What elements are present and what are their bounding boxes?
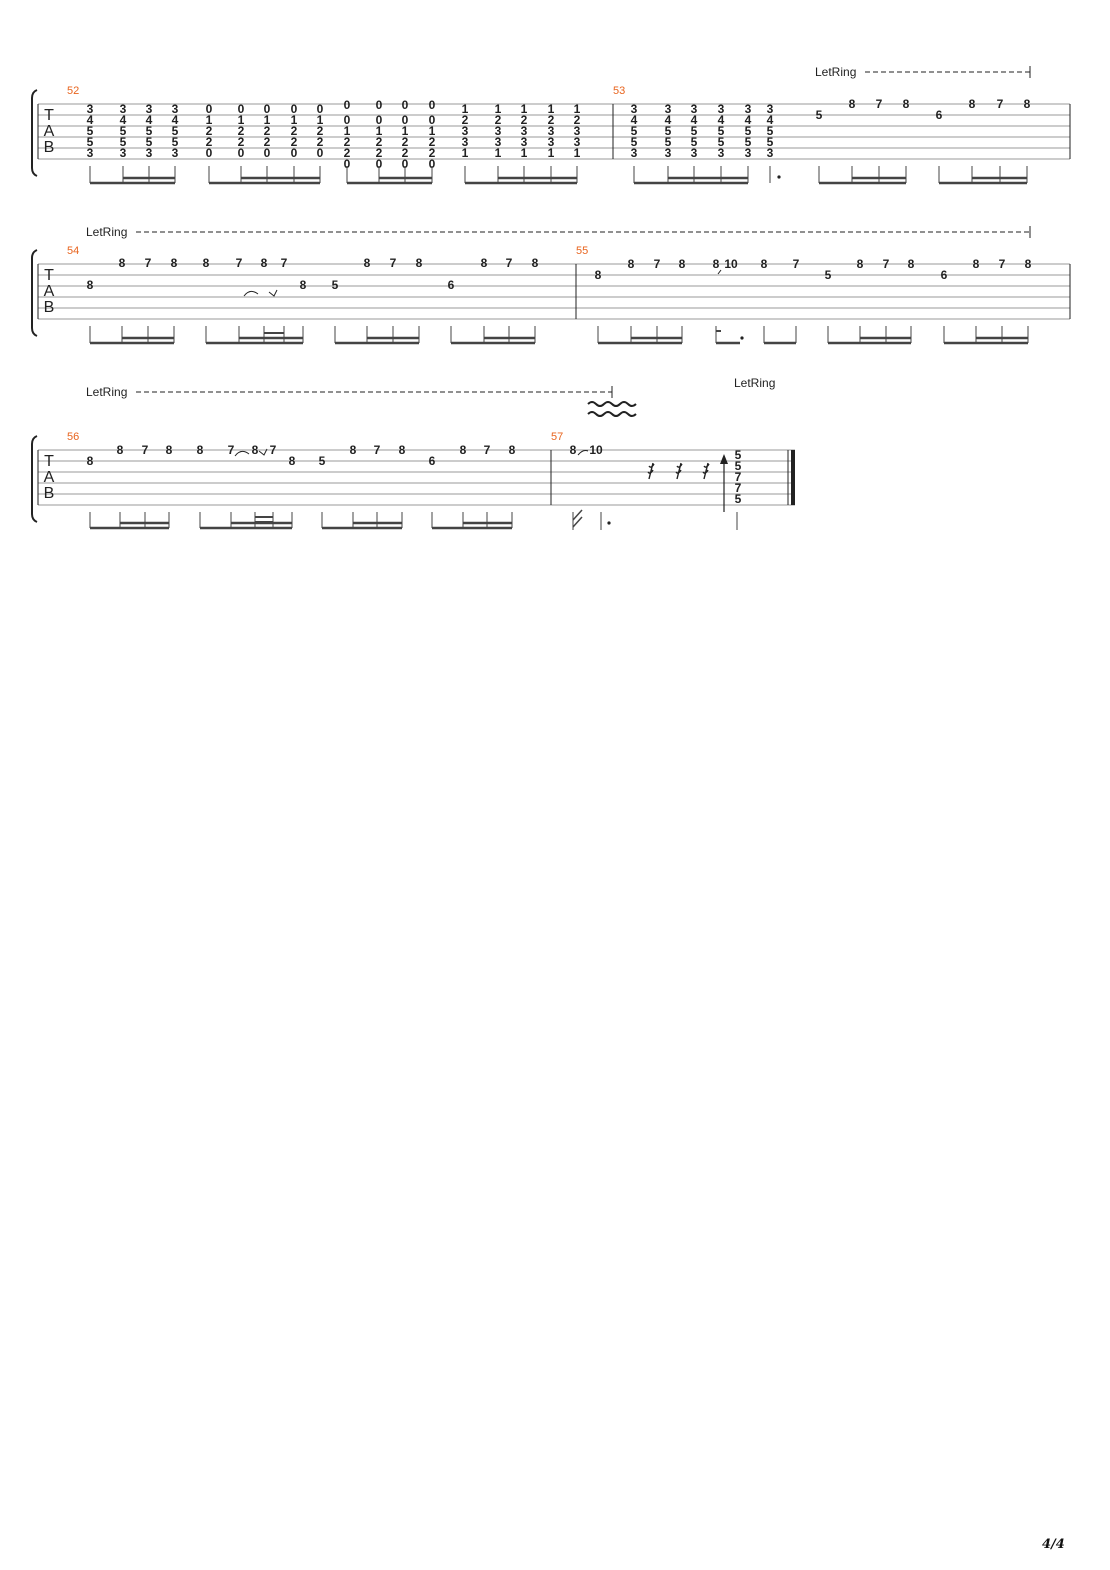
chord-fret: 3 bbox=[664, 146, 672, 160]
staff-bracket bbox=[32, 90, 37, 176]
chord-fret: 5 bbox=[86, 124, 94, 138]
chord-fret: 1 bbox=[290, 113, 298, 127]
chord-fret: 1 bbox=[237, 113, 245, 127]
note-fret: 8 bbox=[415, 256, 423, 270]
chord-fret: 3 bbox=[494, 124, 502, 138]
note-fret: 7 bbox=[483, 443, 491, 457]
tab-clef-letter: A bbox=[43, 469, 55, 486]
chord-fret: 4 bbox=[766, 113, 774, 127]
note-fret: 5 bbox=[824, 268, 832, 282]
chord-fret: 5 bbox=[630, 124, 638, 138]
note-fret: 8 bbox=[569, 443, 577, 457]
chord-fret: 4 bbox=[86, 113, 94, 127]
measure-number: 57 bbox=[551, 431, 564, 443]
note-fret: 8 bbox=[1024, 257, 1032, 271]
rest-symbol bbox=[703, 463, 709, 479]
chord-fret: 3 bbox=[766, 146, 774, 160]
chord-fret: 0 bbox=[428, 98, 436, 112]
tab-clef-letter: B bbox=[43, 139, 55, 156]
chord-fret: 5 bbox=[717, 124, 725, 138]
chord-fret: 2 bbox=[520, 113, 528, 127]
note-fret: 7 bbox=[875, 97, 883, 111]
chord-fret: 2 bbox=[428, 135, 436, 149]
chord-fret: 3 bbox=[145, 146, 153, 160]
chord-fret: 0 bbox=[237, 102, 245, 116]
chord-fret: 3 bbox=[690, 146, 698, 160]
chord-fret: 3 bbox=[494, 135, 502, 149]
chord-fret: 0 bbox=[290, 146, 298, 160]
note-fret: 8 bbox=[480, 256, 488, 270]
chord-fret: 3 bbox=[573, 124, 581, 138]
note-fret: 8 bbox=[363, 256, 371, 270]
chord-fret: 3 bbox=[145, 102, 153, 116]
chord-fret: 5 bbox=[171, 135, 179, 149]
chord-fret: 0 bbox=[290, 102, 298, 116]
note-fret: 8 bbox=[196, 443, 204, 457]
note-fret: 8 bbox=[972, 257, 980, 271]
measure-number: 56 bbox=[67, 431, 80, 443]
chord-fret: 5 bbox=[734, 448, 742, 462]
chord-fret: 5 bbox=[734, 492, 742, 506]
chord-fret: 5 bbox=[664, 124, 672, 138]
chord-fret: 0 bbox=[316, 102, 324, 116]
chord-fret: 1 bbox=[520, 146, 528, 160]
chord-fret: 5 bbox=[145, 135, 153, 149]
note-fret: 5 bbox=[815, 108, 823, 122]
chord-fret: 4 bbox=[690, 113, 698, 127]
chord-fret: 3 bbox=[461, 124, 469, 138]
chord-fret: 0 bbox=[263, 102, 271, 116]
chord-fret: 2 bbox=[401, 135, 409, 149]
chord-fret: 3 bbox=[630, 146, 638, 160]
note-fret: 8 bbox=[968, 97, 976, 111]
note-fret: 7 bbox=[269, 443, 277, 457]
note-fret: 8 bbox=[165, 443, 173, 457]
chord-fret: 0 bbox=[401, 113, 409, 127]
chord-fret: 1 bbox=[461, 146, 469, 160]
chord-fret: 3 bbox=[573, 135, 581, 149]
chord-fret: 5 bbox=[86, 135, 94, 149]
chord-fret: 4 bbox=[171, 113, 179, 127]
note-fret: 8 bbox=[260, 256, 268, 270]
chord-fret: 3 bbox=[717, 102, 725, 116]
note-fret: 7 bbox=[280, 256, 288, 270]
chord-fret: 5 bbox=[630, 135, 638, 149]
note-fret: 8 bbox=[678, 257, 686, 271]
note-fret: 8 bbox=[251, 443, 259, 457]
note-fret: 7 bbox=[653, 257, 661, 271]
tab-clef-letter: T bbox=[44, 453, 54, 470]
chord-fret: 3 bbox=[766, 102, 774, 116]
chord-fret: 3 bbox=[744, 102, 752, 116]
chord-fret: 2 bbox=[461, 113, 469, 127]
chord-fret: 1 bbox=[401, 124, 409, 138]
note-fret: 8 bbox=[848, 97, 856, 111]
chord-fret: 3 bbox=[86, 102, 94, 116]
chord-fret: 5 bbox=[744, 124, 752, 138]
chord-fret: 1 bbox=[461, 102, 469, 116]
dot bbox=[607, 521, 610, 524]
note-fret: 8 bbox=[86, 278, 94, 292]
chord-fret: 3 bbox=[664, 102, 672, 116]
chord-fret: 0 bbox=[237, 146, 245, 160]
chord-fret: 3 bbox=[547, 124, 555, 138]
chord-fret: 3 bbox=[520, 124, 528, 138]
chord-fret: 3 bbox=[171, 102, 179, 116]
note-fret: 8 bbox=[299, 278, 307, 292]
chord-fret: 5 bbox=[744, 135, 752, 149]
tab-clef-letter: A bbox=[43, 283, 55, 300]
chord-fret: 1 bbox=[316, 113, 324, 127]
letring-label: LetRing bbox=[815, 65, 857, 79]
chord-fret: 3 bbox=[717, 146, 725, 160]
chord-fret: 3 bbox=[119, 146, 127, 160]
staff-bracket bbox=[32, 250, 37, 336]
chord-fret: 4 bbox=[717, 113, 725, 127]
chord-fret: 3 bbox=[690, 102, 698, 116]
note-fret: 8 bbox=[202, 256, 210, 270]
note-fret: 7 bbox=[998, 257, 1006, 271]
chord-fret: 3 bbox=[744, 146, 752, 160]
tab-clef-letter: B bbox=[43, 485, 55, 502]
chord-fret: 3 bbox=[461, 135, 469, 149]
chord-fret: 1 bbox=[375, 124, 383, 138]
measure-number: 53 bbox=[613, 85, 626, 97]
note-fret: 8 bbox=[118, 256, 126, 270]
chord-fret: 0 bbox=[343, 113, 351, 127]
note-fret: 8 bbox=[907, 257, 915, 271]
letring-label: LetRing bbox=[734, 376, 776, 390]
chord-fret: 5 bbox=[664, 135, 672, 149]
vibrato-mark bbox=[588, 402, 636, 406]
chord-fret: 7 bbox=[734, 470, 742, 484]
tab-clef-letter: T bbox=[44, 267, 54, 284]
note-fret: 7 bbox=[505, 256, 513, 270]
chord-fret: 2 bbox=[237, 135, 245, 149]
chord-fret: 2 bbox=[573, 113, 581, 127]
chord-fret: 5 bbox=[766, 124, 774, 138]
note-fret: 8 bbox=[508, 443, 516, 457]
note-fret: 7 bbox=[792, 257, 800, 271]
rest-symbol bbox=[676, 463, 682, 479]
chord-fret: 0 bbox=[375, 113, 383, 127]
note-fret: 8 bbox=[627, 257, 635, 271]
chord-fret: 3 bbox=[119, 102, 127, 116]
chord-fret: 3 bbox=[86, 146, 94, 160]
chord-fret: 2 bbox=[290, 124, 298, 138]
chord-fret: 5 bbox=[171, 124, 179, 138]
chord-fret: 5 bbox=[717, 135, 725, 149]
page-number: 4/4 bbox=[1042, 1537, 1065, 1552]
note-fret: 8 bbox=[398, 443, 406, 457]
note-fret: 6 bbox=[447, 278, 455, 292]
chord-fret: 3 bbox=[520, 135, 528, 149]
chord-fret: 4 bbox=[119, 113, 127, 127]
chord-fret: 0 bbox=[205, 102, 213, 116]
note-fret: 8 bbox=[170, 256, 178, 270]
slide-mark bbox=[235, 451, 249, 456]
note-fret: 5 bbox=[331, 278, 339, 292]
chord-fret: 5 bbox=[690, 135, 698, 149]
chord-fret: 2 bbox=[237, 124, 245, 138]
note-fret: 7 bbox=[373, 443, 381, 457]
dot bbox=[777, 175, 780, 178]
letring-label: LetRing bbox=[86, 385, 128, 399]
chord-fret: 0 bbox=[263, 146, 271, 160]
chord-fret: 4 bbox=[145, 113, 153, 127]
chord-fret: 1 bbox=[573, 102, 581, 116]
tab-clef-letter: A bbox=[43, 123, 55, 140]
chord-fret: 1 bbox=[263, 113, 271, 127]
letring-label: LetRing bbox=[86, 225, 128, 239]
note-fret: 8 bbox=[86, 454, 94, 468]
note-fret: 8 bbox=[349, 443, 357, 457]
measure-number: 55 bbox=[576, 245, 589, 257]
chord-fret: 5 bbox=[734, 459, 742, 473]
chord-fret: 0 bbox=[343, 98, 351, 112]
note-fret: 7 bbox=[996, 97, 1004, 111]
chord-fret: 3 bbox=[630, 102, 638, 116]
note-fret: 7 bbox=[235, 256, 243, 270]
dot bbox=[740, 336, 743, 339]
measure-number: 52 bbox=[67, 85, 80, 97]
chord-fret: 0 bbox=[401, 98, 409, 112]
chord-fret: 0 bbox=[375, 157, 383, 171]
chord-fret: 1 bbox=[547, 146, 555, 160]
chord-fret: 5 bbox=[119, 124, 127, 138]
chord-fret: 4 bbox=[744, 113, 752, 127]
note-fret: 6 bbox=[940, 268, 948, 282]
chord-fret: 0 bbox=[343, 157, 351, 171]
note-fret: 6 bbox=[428, 454, 436, 468]
note-fret: 8 bbox=[594, 268, 602, 282]
note-fret: 10 bbox=[724, 257, 738, 271]
chord-fret: 0 bbox=[316, 146, 324, 160]
chord-fret: 2 bbox=[205, 124, 213, 138]
chord-fret: 0 bbox=[205, 146, 213, 160]
chord-fret: 0 bbox=[375, 98, 383, 112]
chord-fret: 4 bbox=[664, 113, 672, 127]
chord-fret: 2 bbox=[401, 146, 409, 160]
rest-symbol bbox=[648, 463, 654, 479]
chord-fret: 1 bbox=[343, 124, 351, 138]
note-fret: 8 bbox=[760, 257, 768, 271]
note-fret: 7 bbox=[144, 256, 152, 270]
pull-off-mark bbox=[269, 290, 277, 296]
chord-fret: 0 bbox=[401, 157, 409, 171]
note-fret: 7 bbox=[882, 257, 890, 271]
chord-fret: 1 bbox=[494, 146, 502, 160]
chord-fret: 3 bbox=[547, 135, 555, 149]
chord-fret: 1 bbox=[428, 124, 436, 138]
note-fret: 5 bbox=[318, 454, 326, 468]
chord-fret: 1 bbox=[547, 102, 555, 116]
tab-clef-letter: B bbox=[43, 299, 55, 316]
chord-fret: 5 bbox=[690, 124, 698, 138]
chord-fret: 0 bbox=[428, 113, 436, 127]
chord-fret: 2 bbox=[375, 135, 383, 149]
chord-fret: 4 bbox=[630, 113, 638, 127]
measure-number: 54 bbox=[67, 245, 80, 257]
note-fret: 7 bbox=[389, 256, 397, 270]
chord-fret: 1 bbox=[573, 146, 581, 160]
chord-fret: 1 bbox=[520, 102, 528, 116]
chord-fret: 5 bbox=[119, 135, 127, 149]
chord-fret: 2 bbox=[263, 124, 271, 138]
chord-fret: 2 bbox=[290, 135, 298, 149]
note-fret: 8 bbox=[459, 443, 467, 457]
chord-fret: 3 bbox=[171, 146, 179, 160]
chord-fret: 2 bbox=[428, 146, 436, 160]
note-fret: 6 bbox=[935, 108, 943, 122]
note-fret: 7 bbox=[227, 443, 235, 457]
note-fret: 7 bbox=[141, 443, 149, 457]
chord-fret: 2 bbox=[375, 146, 383, 160]
chord-fret: 2 bbox=[316, 124, 324, 138]
note-fret: 8 bbox=[1023, 97, 1031, 111]
chord-fret: 2 bbox=[343, 146, 351, 160]
note-fret: 8 bbox=[712, 257, 720, 271]
chord-fret: 5 bbox=[145, 124, 153, 138]
chord-fret: 2 bbox=[316, 135, 324, 149]
note-fret: 10 bbox=[589, 443, 603, 457]
chord-fret: 2 bbox=[494, 113, 502, 127]
chord-fret: 2 bbox=[263, 135, 271, 149]
chord-fret: 0 bbox=[428, 157, 436, 171]
note-fret: 8 bbox=[531, 256, 539, 270]
chord-fret: 7 bbox=[734, 481, 742, 495]
chord-fret: 1 bbox=[205, 113, 213, 127]
chord-fret: 1 bbox=[494, 102, 502, 116]
chord-fret: 2 bbox=[343, 135, 351, 149]
slide-mark bbox=[244, 291, 258, 296]
staff-bracket bbox=[32, 436, 37, 522]
note-fret: 8 bbox=[288, 454, 296, 468]
note-fret: 8 bbox=[902, 97, 910, 111]
note-fret: 8 bbox=[116, 443, 124, 457]
strum-arrow-head bbox=[720, 454, 728, 464]
chord-fret: 5 bbox=[766, 135, 774, 149]
chord-fret: 2 bbox=[205, 135, 213, 149]
vibrato-mark bbox=[588, 412, 636, 416]
slide-mark bbox=[578, 451, 588, 456]
tab-clef-letter: T bbox=[44, 107, 54, 124]
chord-fret: 2 bbox=[547, 113, 555, 127]
note-fret: 8 bbox=[856, 257, 864, 271]
